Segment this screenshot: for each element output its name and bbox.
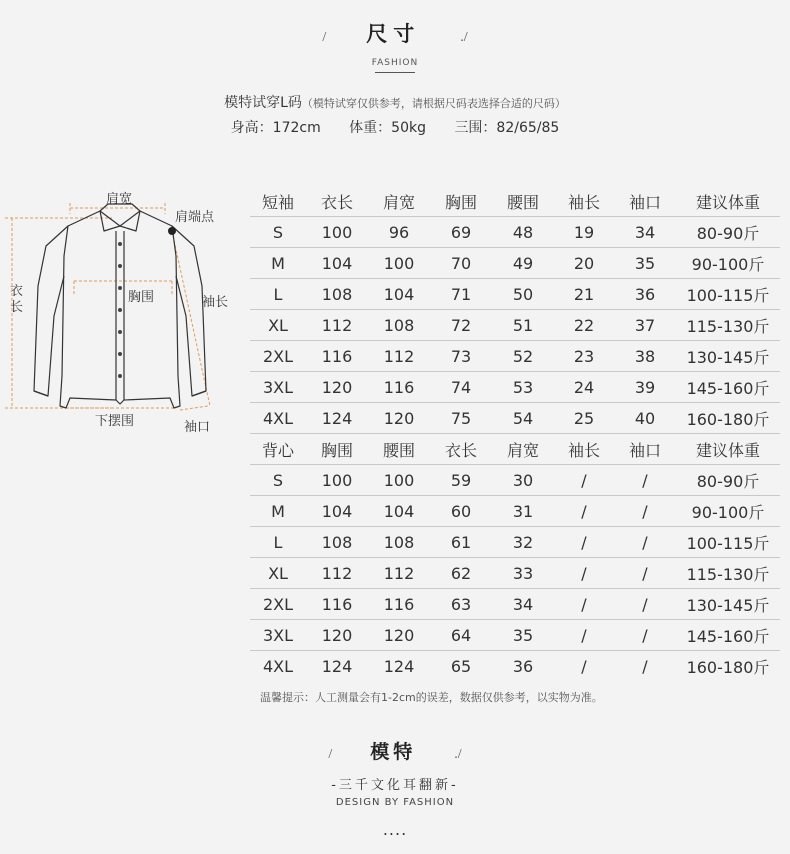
vest-header-cell: 肩宽 (492, 434, 554, 465)
vest-table-cell: / (614, 527, 676, 558)
shirt-table-cell: 4XL (250, 403, 306, 434)
shirt-table-cell: 100 (368, 248, 430, 279)
vest-table-cell: 112 (306, 558, 368, 589)
shirt-header-cell: 胸围 (430, 186, 492, 217)
vest-table-cell: L (250, 527, 306, 558)
vest-header-cell: 胸围 (306, 434, 368, 465)
vest-table-row (250, 465, 780, 496)
vest-table-cell: 36 (512, 656, 534, 676)
shirt-table-cell: 69 (430, 217, 492, 248)
shirt-table-cell: 108 (306, 279, 368, 310)
vest-table-cell: / (554, 496, 614, 527)
vest-table-cell: 124 (321, 656, 353, 676)
shirt-table-cell: 160-180斤 (676, 403, 780, 434)
shirt-header-cell: 衣长 (306, 186, 368, 217)
vest-table-cell: / (614, 496, 676, 527)
size-table (250, 186, 780, 681)
shirt-table-cell: 36 (614, 279, 676, 310)
vest-table-cell: 120 (368, 620, 430, 651)
shirt-table-cell: 39 (614, 372, 676, 403)
shirt-table-cell: 72 (430, 310, 492, 341)
shirt-table-cell: 40 (614, 403, 676, 434)
shirt-table-row (250, 248, 780, 279)
shirt-table-cell: 3XL (250, 372, 306, 403)
shirt-header-cell: 短袖 (250, 186, 306, 217)
vest-table-cell: / (554, 527, 614, 558)
shirt-header-cell: 肩宽 (368, 186, 430, 217)
vest-table-cell: 62 (430, 558, 492, 589)
shirt-table-cell: 19 (554, 217, 614, 248)
shirt-table-cell: 20 (554, 248, 614, 279)
size-table-body (250, 186, 780, 681)
vest-header-cell: 建议体重 (676, 434, 780, 465)
shirt-table-cell: 116 (368, 372, 430, 403)
model-section-header (0, 737, 790, 764)
vest-table-cell: 108 (306, 527, 368, 558)
page-title: 尺寸 (366, 22, 421, 46)
shirt-header-cell: 腰围 (492, 186, 554, 217)
shirt-table-cell: 115-130斤 (676, 310, 780, 341)
vest-table-cell: / (554, 589, 614, 620)
vest-header-cell: 背心 (250, 434, 306, 465)
label-shoulder-width: 肩宽 (106, 192, 133, 207)
vest-table-cell: 124 (383, 656, 415, 676)
shirt-table-cell: L (250, 279, 306, 310)
vest-table-cell: / (614, 465, 676, 496)
vest-table-cell: 130-145斤 (676, 589, 780, 620)
vest-table-cell: 116 (306, 589, 368, 620)
shirt-table-cell: 2XL (250, 341, 306, 372)
vest-table-cell: 112 (368, 558, 430, 589)
vest-header-cell: 腰围 (368, 434, 430, 465)
measurement-tip: 温馨提示：人工测量会有1-2cm的误差，数据仅供参考，以实物为准。 (260, 691, 603, 704)
model-size-note: （模特试穿仅供参考，请根据尺码表选择合适的尺码） (301, 97, 566, 110)
footer-dots: .... (382, 820, 408, 839)
vest-table-cell: 34 (492, 589, 554, 620)
vest-table-cell: 90-100斤 (676, 496, 780, 527)
shirt-table-cell: 25 (554, 403, 614, 434)
shirt-table-cell: 120 (306, 372, 368, 403)
shirt-table-cell: 22 (554, 310, 614, 341)
vest-table-cell: XL (250, 558, 306, 589)
vest-table-row (250, 496, 780, 527)
vest-table-cell: 100 (368, 465, 430, 496)
shirt-table-row (250, 403, 780, 434)
shirt-table-cell: 24 (554, 372, 614, 403)
vest-table-cell: 61 (430, 527, 492, 558)
vest-table-cell: 35 (492, 620, 554, 651)
vest-table-cell: S (250, 465, 306, 496)
shirt-table-cell: 116 (306, 341, 368, 372)
shirt-header-cell: 建议体重 (676, 186, 780, 217)
vest-table-cell: 104 (368, 496, 430, 527)
shirt-table-cell: 74 (430, 372, 492, 403)
vest-table-cell: / (554, 465, 614, 496)
shirt-table-cell: 130-145斤 (676, 341, 780, 372)
vest-table-cell: 145-160斤 (676, 620, 780, 651)
shirt-table-cell: 145-160斤 (676, 372, 780, 403)
shirt-table-cell: 120 (368, 403, 430, 434)
model-weight: 体重：50kg (349, 120, 426, 136)
vest-table-cell: / (554, 620, 614, 651)
model-size-text: 模特试穿L码 (224, 95, 302, 111)
model-section-title: 模特 (370, 741, 417, 763)
shirt-table-cell: 124 (306, 403, 368, 434)
vest-table-cell: 63 (430, 589, 492, 620)
vest-table-cell: / (642, 656, 648, 676)
vest-table-cell: 64 (430, 620, 492, 651)
subtitle-underline (375, 72, 415, 73)
vest-table-cell: 115-130斤 (676, 558, 780, 589)
shirt-table-row (250, 372, 780, 403)
page-header (0, 18, 790, 48)
vest-table-cell: 30 (492, 465, 554, 496)
brand-tagline: DESIGN BY FASHION (335, 797, 455, 808)
shirt-table-cell: 70 (430, 248, 492, 279)
shirt-table-cell: 54 (492, 403, 554, 434)
page-subtitle: FASHION (371, 58, 419, 68)
vest-table-cell: 3XL (250, 620, 306, 651)
vest-header-cell: 袖口 (614, 434, 676, 465)
shirt-table-cell: 53 (492, 372, 554, 403)
shirt-table-row (250, 310, 780, 341)
vest-table-cell: 108 (368, 527, 430, 558)
vest-table-cell: 80-90斤 (676, 465, 780, 496)
vest-table-cell: 4XL (262, 656, 294, 676)
vest-table-row (250, 589, 780, 620)
vest-table-cell: 160-180斤 (686, 657, 770, 677)
label-sleeve-length: 袖长 (202, 295, 229, 310)
shirt-table-cell: 37 (614, 310, 676, 341)
shirt-table-cell: M (250, 248, 306, 279)
vest-table-row (250, 651, 780, 682)
shirt-table-cell: 96 (368, 217, 430, 248)
label-shoulder-point: 肩端点 (175, 210, 215, 225)
shirt-table-cell: 35 (614, 248, 676, 279)
shirt-table-cell: 23 (554, 341, 614, 372)
shirt-table-row (250, 217, 780, 248)
model-height: 身高：172cm (230, 120, 321, 136)
shirt-table-cell: XL (250, 310, 306, 341)
shirt-table-cell: 49 (492, 248, 554, 279)
shirt-table-cell: 48 (492, 217, 554, 248)
shirt-table-cell: 104 (306, 248, 368, 279)
vest-header-cell: 袖长 (554, 434, 614, 465)
shirt-table-cell: 38 (614, 341, 676, 372)
title-deco-right: ./ (460, 30, 468, 45)
vest-table-cell: 59 (430, 465, 492, 496)
vest-table-cell: 2XL (250, 589, 306, 620)
shirt-table-header (250, 186, 780, 217)
model-stats (0, 117, 790, 137)
shirt-table-cell: 100-115斤 (676, 279, 780, 310)
vest-table-cell: 31 (492, 496, 554, 527)
shirt-table-cell: 90-100斤 (676, 248, 780, 279)
vest-table-cell: M (250, 496, 306, 527)
shirt-table-cell: 52 (492, 341, 554, 372)
shirt-table-cell: 108 (368, 310, 430, 341)
shirt-table-cell: 80-90斤 (676, 217, 780, 248)
shirt-table-cell: 75 (430, 403, 492, 434)
vest-table-cell: 100-115斤 (676, 527, 780, 558)
vest-table-cell: 65 (450, 656, 472, 676)
shirt-diagram (0, 186, 250, 436)
label-hem: 下摆围 (95, 414, 135, 429)
vest-table-cell: / (554, 558, 614, 589)
brand-name: -三千文化耳翻新- (331, 778, 459, 793)
shirt-table-row (250, 341, 780, 372)
shirt-table-cell: 112 (368, 341, 430, 372)
vest-table-row (250, 527, 780, 558)
title-deco-left: / (322, 30, 327, 45)
shirt-table-row (250, 279, 780, 310)
vest-header-cell: 衣长 (430, 434, 492, 465)
model-deco-right: ./ (454, 747, 462, 762)
vest-table-cell: 120 (306, 620, 368, 651)
shirt-table-cell: 100 (306, 217, 368, 248)
shirt-header-cell: 袖长 (554, 186, 614, 217)
shirt-table-cell: 50 (492, 279, 554, 310)
vest-table-cell: 100 (306, 465, 368, 496)
shirt-table-cell: S (250, 217, 306, 248)
shirt-table-cell: 112 (306, 310, 368, 341)
shirt-table-cell: 21 (554, 279, 614, 310)
model-deco-left: / (328, 747, 333, 762)
vest-table-cell: / (614, 589, 676, 620)
label-length: 衣长 (10, 284, 24, 315)
shoulder-point-marker (168, 227, 176, 235)
shirt-header-cell: 袖口 (614, 186, 676, 217)
shirt-table-cell: 34 (614, 217, 676, 248)
shirt-table-cell: 104 (368, 279, 430, 310)
label-chest: 胸围 (128, 290, 155, 305)
model-measurements: 三围：82/65/85 (454, 120, 560, 136)
vest-table-cell: 33 (492, 558, 554, 589)
shirt-table-cell: 71 (430, 279, 492, 310)
vest-table-cell: / (614, 620, 676, 651)
label-cuff: 袖口 (184, 420, 211, 435)
vest-table-cell: 116 (368, 589, 430, 620)
vest-table-cell: / (581, 656, 587, 676)
vest-table-row (250, 558, 780, 589)
vest-table-cell: 32 (492, 527, 554, 558)
vest-table-header (250, 434, 780, 465)
vest-table-cell: / (614, 558, 676, 589)
shirt-table-cell: 73 (430, 341, 492, 372)
model-info (0, 92, 790, 112)
vest-table-cell: 104 (306, 496, 368, 527)
shirt-table-cell: 51 (492, 310, 554, 341)
vest-table-cell: 60 (430, 496, 492, 527)
vest-table-row (250, 620, 780, 651)
